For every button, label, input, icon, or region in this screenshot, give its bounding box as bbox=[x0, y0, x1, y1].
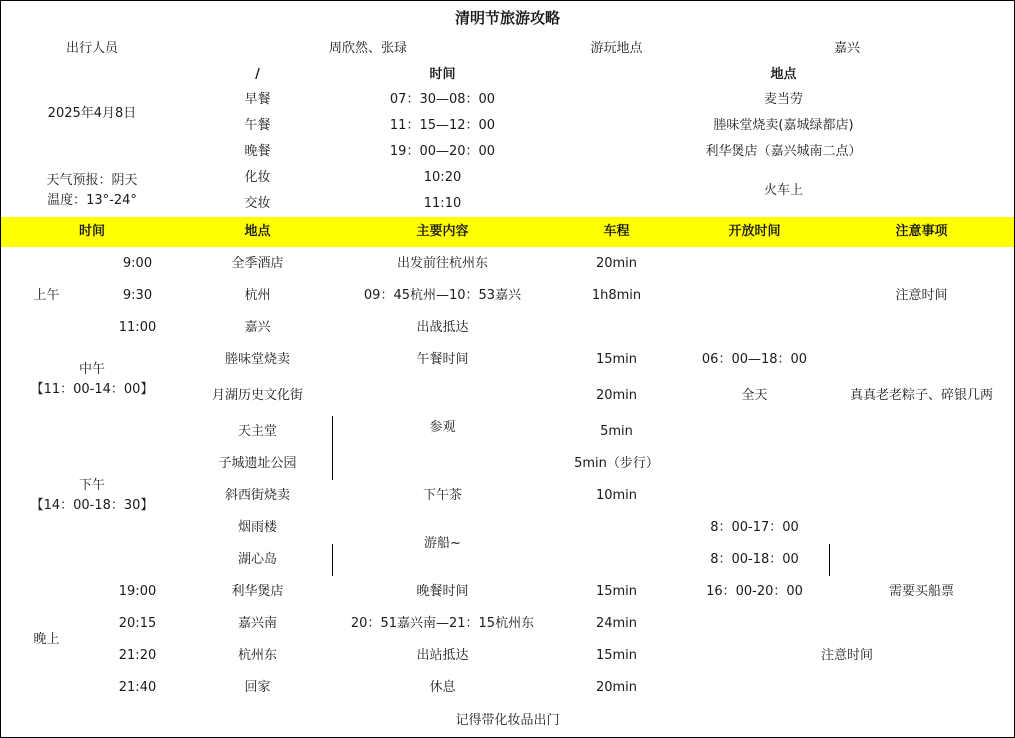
morning-place-0: 全季酒店 bbox=[183, 247, 333, 281]
evening-open-0: 16：00-20：00 bbox=[680, 576, 830, 609]
evening-ride-3: 20min bbox=[553, 672, 681, 705]
afternoon-place-2: 斜西街烧卖 bbox=[183, 480, 333, 513]
schedule-header-open: 开放时间 bbox=[680, 217, 830, 248]
noon-ride-1: 20min bbox=[553, 376, 681, 417]
afternoon-blank bbox=[680, 416, 1015, 513]
morning-content-2: 出战抵达 bbox=[332, 312, 554, 345]
weather-cell: 天气预报：阴天 温度：13°-24° bbox=[0, 165, 184, 218]
afternoon-open-4: 8：00-18：00 bbox=[680, 544, 830, 577]
afternoon-place-4: 湖心岛 bbox=[183, 544, 333, 577]
meal-dinner-name: 晚餐 bbox=[183, 139, 333, 166]
remove-makeup-time: 11:10 bbox=[332, 191, 554, 218]
evening-ride-1: 24min bbox=[553, 608, 681, 641]
morning-ride-1: 1h8min bbox=[553, 280, 681, 313]
morning-content-1: 09：45杭州—10：53嘉兴 bbox=[332, 280, 554, 313]
evening-content-3: 休息 bbox=[332, 672, 554, 705]
morning-note: 注意时间 bbox=[829, 247, 1015, 345]
meal-lunch-name: 午餐 bbox=[183, 113, 333, 140]
evening-ride-2: 15min bbox=[553, 640, 681, 673]
noon-notes-0 bbox=[829, 344, 1015, 377]
morning-ride-2 bbox=[553, 312, 681, 345]
meal-dinner-place: 利华煲店（嘉兴城南二点） bbox=[553, 139, 1015, 166]
afternoon-place-3: 烟雨楼 bbox=[183, 512, 333, 545]
morning-time-0: 9:00 bbox=[92, 247, 184, 281]
noon-open-1: 全天 bbox=[680, 376, 830, 417]
morning-time-2: 11:00 bbox=[92, 312, 184, 345]
schedule-header-ride: 车程 bbox=[553, 217, 681, 248]
travelers-label: 出行人员 bbox=[0, 35, 184, 63]
meal-breakfast-place: 麦当劳 bbox=[553, 87, 1015, 114]
remove-makeup-label: 交妆 bbox=[183, 191, 333, 218]
noon-ride-0: 15min bbox=[553, 344, 681, 377]
evening-time-1: 20:15 bbox=[92, 608, 184, 641]
afternoon-ride-1: 5min（步行） bbox=[553, 448, 681, 481]
evening-time-2: 21:20 bbox=[92, 640, 184, 673]
makeup-label: 化妆 bbox=[183, 165, 333, 192]
period-noon: 中午 【11：00-14：00】 bbox=[0, 344, 184, 417]
schedule-header-place: 地点 bbox=[183, 217, 333, 248]
evening-ride-0: 15min bbox=[553, 576, 681, 609]
evening-place-3: 回家 bbox=[183, 672, 333, 705]
period-morning: 上午 bbox=[0, 247, 93, 345]
afternoon-place-0: 天主堂 bbox=[183, 416, 333, 449]
morning-open-blank bbox=[680, 247, 830, 345]
evening-content-1: 20：51嘉兴南—21：15杭州东 bbox=[332, 608, 554, 641]
evening-time-0: 19:00 bbox=[92, 576, 184, 609]
evening-place-2: 杭州东 bbox=[183, 640, 333, 673]
page-title: 清明节旅游攻略 bbox=[0, 0, 1015, 36]
travelers-value: 周欣然、张琭 bbox=[183, 35, 554, 63]
afternoon-ride-2: 10min bbox=[553, 480, 681, 513]
noon-place-0: 塍味堂烧卖 bbox=[183, 344, 333, 377]
meal-header-place: 地点 bbox=[553, 62, 1015, 88]
morning-content-0: 出发前往杭州东 bbox=[332, 247, 554, 281]
destination-label: 游玩地点 bbox=[553, 35, 681, 63]
morning-time-1: 9:30 bbox=[92, 280, 184, 313]
boat-content: 游船~ bbox=[332, 512, 554, 577]
afternoon-content-2: 下午茶 bbox=[332, 480, 554, 513]
meal-lunch-time: 11：15—12：00 bbox=[332, 113, 554, 140]
morning-ride-0: 20min bbox=[553, 247, 681, 281]
schedule-header-content: 主要内容 bbox=[332, 217, 554, 248]
morning-place-1: 杭州 bbox=[183, 280, 333, 313]
meal-header-time: 时间 bbox=[332, 62, 554, 88]
meal-header-slash: / bbox=[183, 62, 333, 88]
afternoon-notes-blank bbox=[829, 512, 1015, 577]
afternoon-open-3: 8：00-17：00 bbox=[680, 512, 830, 545]
afternoon-ride-0: 5min bbox=[553, 416, 681, 449]
afternoon-place-1: 子城遗址公园 bbox=[183, 448, 333, 481]
period-afternoon: 下午 【14：00-18：30】 bbox=[0, 416, 184, 577]
visit-content: 参观 bbox=[332, 376, 554, 481]
date-cell: 2025年4月8日 bbox=[0, 62, 184, 166]
noon-open-0: 06：00—18：00 bbox=[680, 344, 830, 377]
evening-place-0: 利华煲店 bbox=[183, 576, 333, 609]
meal-breakfast-time: 07：30—08：00 bbox=[332, 87, 554, 114]
evening-time-3: 21:40 bbox=[92, 672, 184, 705]
afternoon-ride-3 bbox=[553, 512, 681, 577]
evening-content-2: 出站抵达 bbox=[332, 640, 554, 673]
evening-notes-0: 需要买船票 bbox=[829, 576, 1015, 609]
schedule-header-notes: 注意事项 bbox=[829, 217, 1015, 248]
schedule-header-time: 时间 bbox=[0, 217, 184, 248]
meal-breakfast-name: 早餐 bbox=[183, 87, 333, 114]
makeup-time: 10:20 bbox=[332, 165, 554, 192]
morning-place-2: 嘉兴 bbox=[183, 312, 333, 345]
meal-dinner-time: 19：00—20：00 bbox=[332, 139, 554, 166]
period-evening: 晚上 bbox=[0, 576, 93, 705]
noon-content-0: 午餐时间 bbox=[332, 344, 554, 377]
meal-lunch-place: 塍味堂烧卖(嘉城绿都店) bbox=[553, 113, 1015, 140]
evening-content-0: 晚餐时间 bbox=[332, 576, 554, 609]
destination-value: 嘉兴 bbox=[680, 35, 1015, 63]
makeup-place: 火车上 bbox=[553, 165, 1015, 218]
evening-place-1: 嘉兴南 bbox=[183, 608, 333, 641]
evening-note: 注意时间 bbox=[680, 608, 1015, 705]
noon-place-1: 月湖历史文化街 bbox=[183, 376, 333, 417]
footer-note: 记得带化妆品出门 bbox=[0, 704, 1015, 738]
noon-notes-1: 真真老老粽子、碎银几两 bbox=[829, 376, 1015, 417]
